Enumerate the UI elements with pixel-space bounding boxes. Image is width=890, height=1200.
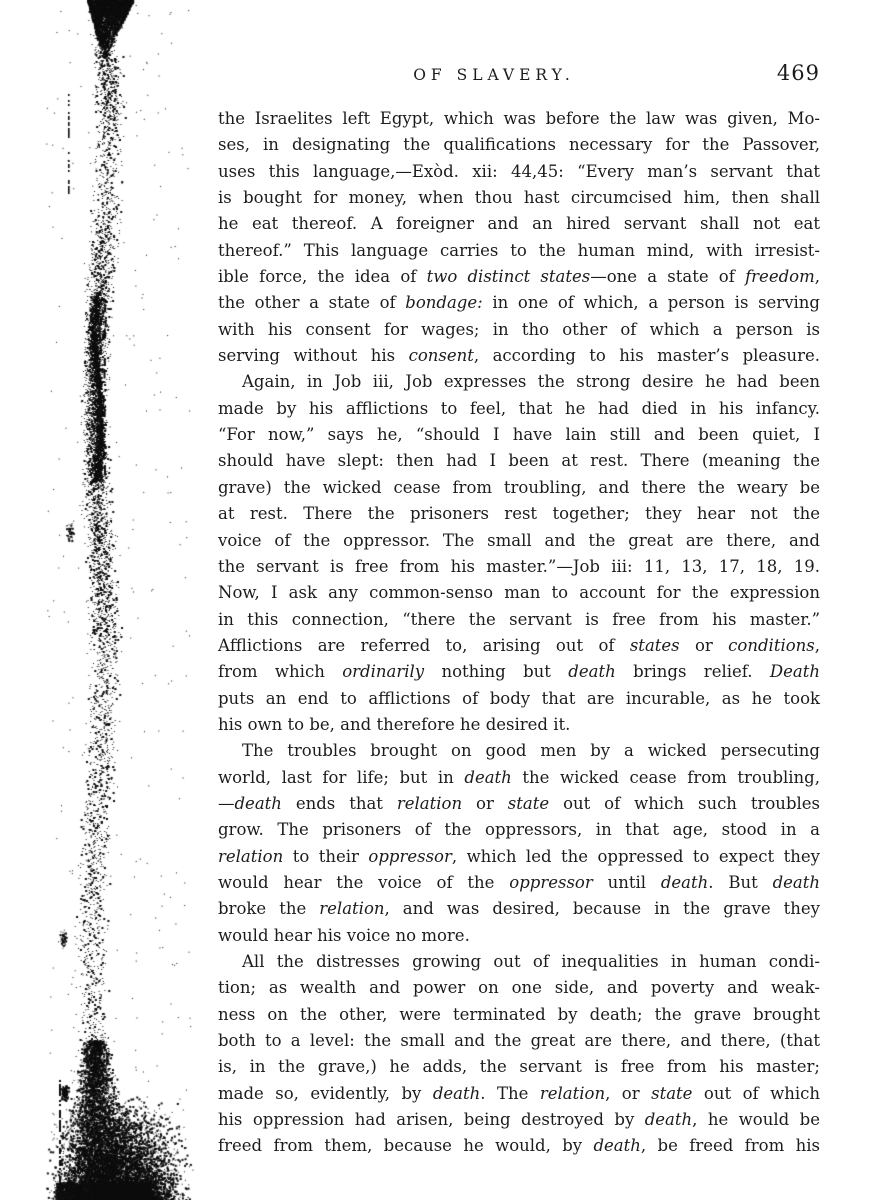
text-line: ible force, the idea of two distinct states—one a state of freedom, <box>218 267 820 287</box>
text-line: with his consent for wages; in tho other of which a person is <box>218 319 820 339</box>
text-line: made by his afflictions to feel, that he had died in his infancy. <box>218 398 820 418</box>
text-line: relation to their oppressor, which led the oppressed to expect they <box>218 846 820 866</box>
text-line: is, in the grave,) he adds, the servant is free from his master; <box>218 1057 820 1077</box>
text-line: puts an end to afflictions of body that are incurable, as he took <box>218 688 820 708</box>
text-line: voice of the oppressor. The small and the great are there, and <box>218 530 820 550</box>
text-line: The troubles brought on good men by a wicked persecuting <box>242 741 820 761</box>
text-line: the servant is free from his master.”—Job iii: 11, 13, 17, 18, 19. <box>218 556 820 576</box>
text-line: uses this language,—Exòd. xii: 44,45: “Every man’s servant that <box>218 161 820 181</box>
text-line: broke the relation, and was desired, because in the grave they <box>218 899 820 919</box>
text-line: made so, evidently, by death. The relation, or state out of which <box>218 1083 820 1103</box>
text-line: —death ends that relation or state out of which such troubles <box>218 793 821 813</box>
text-line: in this connection, “there the servant is free from his master.” <box>218 609 820 629</box>
text-line: both to a level: the small and the great are there, and there, (that <box>218 1031 820 1051</box>
text-line: “For now,” says he, “should I have lain still and been quiet, I <box>218 425 820 445</box>
text-line: Now, I ask any common-senso man to account for the expression <box>218 583 820 603</box>
text-line: Afflictions are referred to, arising out of states or conditions, <box>218 635 820 655</box>
text-line: Again, in Job iii, Job expresses the strong desire he had been <box>242 372 820 392</box>
text-line: serving without his consent, according to his master’s pleasure. <box>218 346 820 366</box>
text-line: the Israelites left Egypt, which was before the law was given, Mo- <box>218 109 820 128</box>
text-line: ness on the other, were terminated by death; the grave brought <box>218 1004 820 1024</box>
text-line: grow. The prisoners of the oppressors, in that age, stood in a <box>218 820 820 840</box>
text-line: his own to be, and therefore he desired it. <box>218 714 571 734</box>
scan-artifact-noise <box>0 0 240 1200</box>
text-line: should have slept: then had I been at rest. There (meaning the <box>218 451 820 471</box>
page-header <box>218 61 820 96</box>
text-line: from which ordinarily nothing but death brings relief. Death <box>218 662 820 682</box>
running-title: OF SLAVERY. <box>413 66 575 84</box>
text-line: his oppression had arisen, being destroyed by death, he would be <box>218 1110 820 1130</box>
text-line: All the distresses growing out of inequalities in human condi- <box>242 952 820 971</box>
text-line: world, last for life; but in death the wicked cease from troubling, <box>218 767 820 787</box>
text-line: the other a state of bondage: in one of which, a person is serving <box>218 293 820 313</box>
text-line: thereof.” This language carries to the human mind, with irresist- <box>218 240 820 260</box>
text-line: at rest. There the prisoners rest together; they hear not the <box>218 504 820 524</box>
text-line: is bought for money, when thou hast circumcised him, then shall <box>218 188 820 208</box>
text-line: freed from them, because he would, by death, be freed from his <box>218 1136 820 1156</box>
paragraph <box>218 106 820 369</box>
text-line: tion; as wealth and power on one side, and poverty and weak- <box>218 978 820 998</box>
text-line: grave) the wicked cease from troubling, and there the weary be <box>218 477 820 497</box>
paragraph <box>218 738 820 949</box>
paragraph <box>218 369 820 738</box>
paragraph <box>218 949 820 1160</box>
text-line: would hear his voice no more. <box>218 925 470 945</box>
text-line: he eat thereof. A foreigner and an hired servant shall not eat <box>218 214 820 234</box>
page-body <box>218 106 820 1160</box>
text-line: would hear the voice of the oppressor until death. But death <box>218 872 820 892</box>
page-number: 469 <box>776 61 820 85</box>
text-line: ses, in designating the qualifications necessary for the Passover, <box>218 135 820 155</box>
